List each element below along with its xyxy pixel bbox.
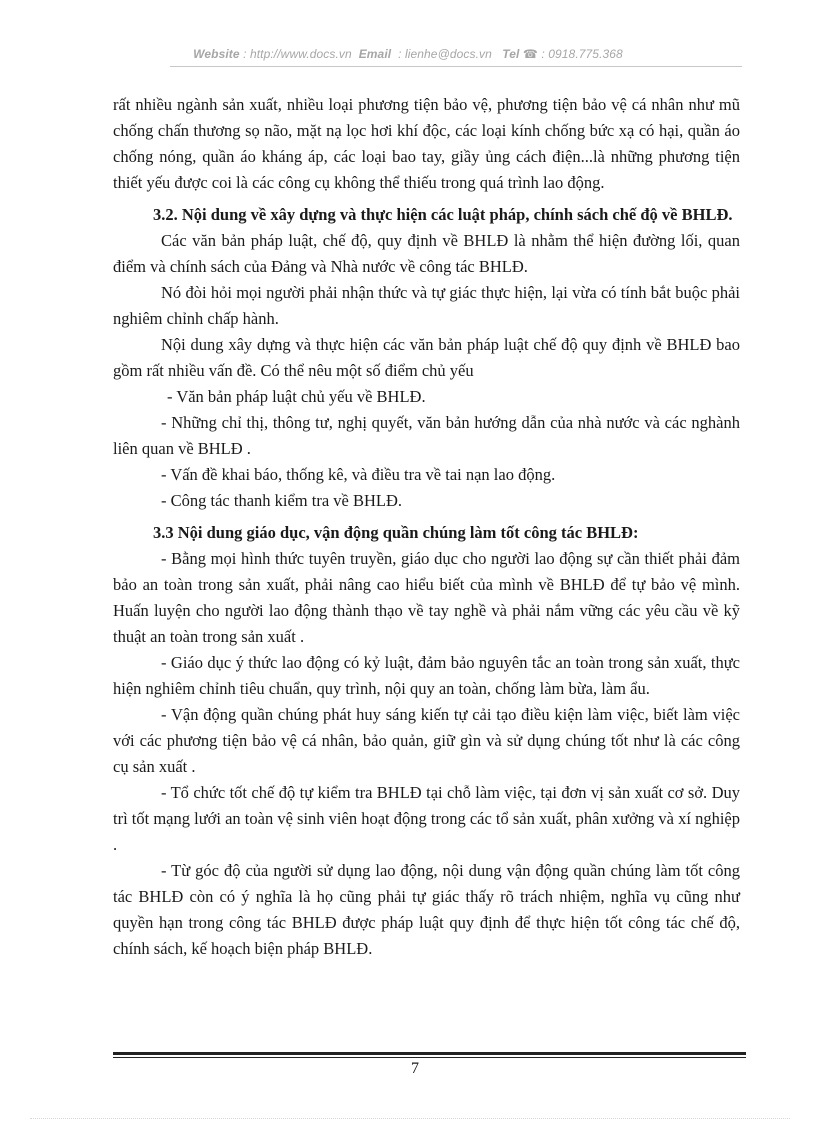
website-label: Website [193, 47, 240, 61]
tel-label: Tel ☎ [502, 47, 538, 61]
section-heading-3-2: 3.2. Nội dung về xây dựng và thực hiện các luật pháp, chính sách chế độ về BHLĐ. [153, 205, 733, 224]
paragraph-legal-documents: Các văn bản pháp luật, chế độ, quy định về BHLĐ là nhằm thể hiện đường lối, quan điểm và chính sách của Đảng và Nhà nước về công tác BHLĐ. [113, 231, 740, 276]
page-bottom-dotted-line [30, 1118, 790, 1119]
document-body [113, 92, 740, 962]
section-heading-3-3: 3.3 Nội dung giáo dục, vận động quần chúng làm tốt công tác BHLĐ: [153, 523, 639, 542]
footer-rule-thick [113, 1052, 746, 1055]
list-item-inspection: - Công tác thanh kiểm tra về BHLĐ. [161, 491, 403, 510]
paragraph-requirement: Nó đòi hỏi mọi người phải nhận thức và tự giác thực hiện, lại vừa có tính bắt buộc phải nghiêm chỉnh chấp hành. [113, 283, 740, 328]
footer-rule-thin [113, 1057, 746, 1058]
website-value: : http://www.docs.vn [243, 47, 352, 61]
list-item-initiatives: - Vận động quần chúng phát huy sáng kiến tự cải tạo điều kiện làm việc, biết làm việc với các phương tiện bảo vệ cá nhân, bảo quản, giữ gìn và sử dụng chúng tốt như là các công cụ sản xuất . [113, 705, 740, 776]
paragraph-intro: rất nhiều ngành sản xuất, nhiều loại phương tiện bảo vệ, phương tiện bảo vệ cá nhân như mũ chống chấn thương sọ não, mặt nạ lọc hơi khí độc, các loại kính chống bức xạ có hại, quần áo chống nóng, quần áo kháng áp, các loại bao tay, giầy ủng cách điện...là những phương tiện thiết yếu được coi là các công cụ không thể thiếu trong quá trình lao động. [113, 95, 740, 192]
list-item-accident-reporting: - Vấn đề khai báo, thống kê, và điều tra về tai nạn lao động. [161, 465, 556, 484]
list-item-legal-texts: - Văn bản pháp luật chủ yếu về BHLĐ. [167, 387, 426, 406]
list-item-discipline: - Giáo dục ý thức lao động có kỷ luật, đảm bảo nguyên tắc an toàn trong sản xuất, thực hiện nghiêm chỉnh tiêu chuẩn, quy trình, nội quy an toàn, chống làm bừa, làm ẩu. [113, 653, 740, 698]
list-item-employer-perspective: - Từ góc độ của người sử dụng lao động, nội dung vận động quần chúng làm tốt công tác BHLĐ còn có ý nghĩa là họ cũng phải tự giác thấy rõ trách nhiệm, nghĩa vụ cũng như quyền hạn trong công tác BHLĐ được pháp luật quy định để thực hiện tốt công tác chế độ, chính sách, kế hoạch biện pháp BHLĐ. [113, 861, 740, 958]
page-number: 7 [411, 1060, 419, 1077]
tel-value: : 0918.775.368 [541, 47, 623, 61]
email-label: Email [358, 47, 392, 61]
page-header [0, 47, 816, 61]
header-rule [170, 66, 742, 67]
list-item-propaganda: - Bằng mọi hình thức tuyên truyền, giáo dục cho người lao động sự cần thiết phải đảm bảo an toàn trong sản xuất, phải nâng cao hiểu biết của mình về BHLĐ để tự bảo vệ mình. Huấn luyện cho người lao động thành thạo về tay nghề và phải nắm vững các yêu cầu về kỹ thuật an toàn trong sản xuất . [113, 549, 740, 646]
email-value: : lienhe@docs.vn [398, 47, 492, 61]
paragraph-content-scope: Nội dung xây dựng và thực hiện các văn bản pháp luật chế độ quy định về BHLĐ bao gồm rất nhiều vấn đề. Có thể nêu một số điểm chủ yếu [113, 335, 740, 380]
list-item-directives: - Những chỉ thị, thông tư, nghị quyết, văn bản hướng dẫn của nhà nước và các nghành liên quan về BHLĐ . [113, 413, 740, 458]
list-item-self-inspection: - Tổ chức tốt chế độ tự kiểm tra BHLĐ tại chỗ làm việc, tại đơn vị sản xuất cơ sở. Duy trì tốt mạng lưới an toàn vệ sinh viên hoạt động trong các tổ sản xuất, phân xưởng và xí nghiệp . [113, 783, 740, 854]
